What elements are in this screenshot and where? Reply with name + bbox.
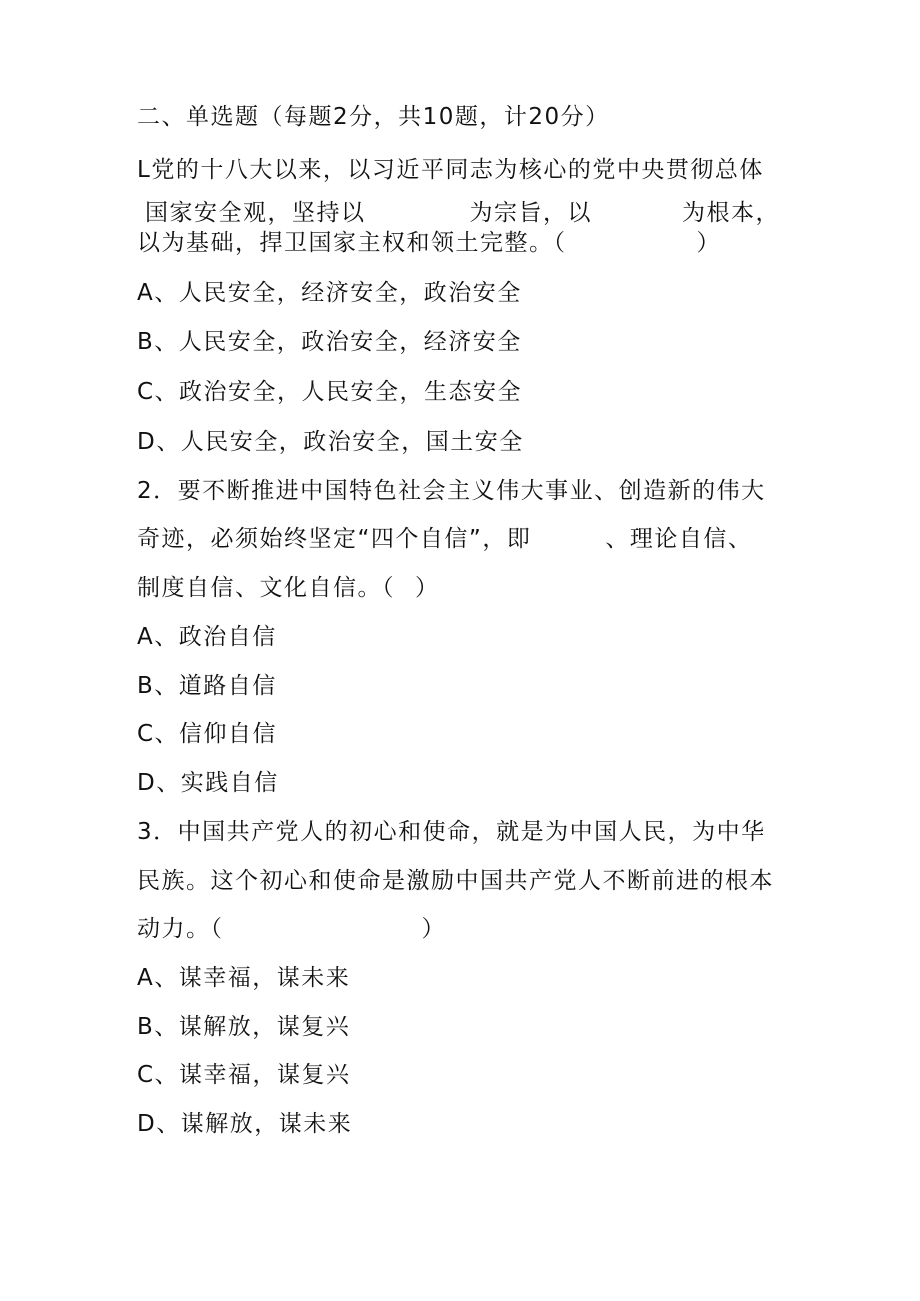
q1-option-c: C、政治安全，人民安全，生态安全 [137, 379, 523, 405]
q2-option-d: D、实践自信 [137, 770, 279, 796]
q2-option-a: A、政治自信 [137, 624, 277, 650]
question-2-text-a: 奇迹，必须始终坚定“四个自信”，即 [137, 526, 532, 552]
question-2-line-1: 2．要不断推进中国特色社会主义伟大事业、创造新的伟大 [137, 478, 766, 504]
question-1-text-a: 国家安全观，坚持以 [145, 200, 366, 226]
question-3-line-3 [137, 914, 446, 944]
question-1-text-c: 为根本， [682, 200, 780, 226]
section-title: 二、单选题（每题2分，共10题，计20分） [137, 104, 610, 130]
question-2-line-3 [137, 573, 440, 603]
question-1-text-e: ） [696, 230, 721, 256]
question-1-text-b: 为宗旨，以 [469, 200, 592, 226]
q1-option-b: B、人民安全，政治安全，经济安全 [137, 329, 522, 355]
question-1-text-d: 以为基础，捍卫国家主权和领土完整。（ [137, 230, 567, 256]
q1-option-d: D、人民安全，政治安全，国土安全 [137, 429, 524, 455]
q3-option-a: A、谋幸福，谋未来 [137, 965, 351, 991]
question-2-text-b: 、理论自信、 [605, 526, 753, 552]
question-3-text-b: ） [421, 916, 446, 942]
q1-option-a: A、人民安全，经济安全，政治安全 [137, 280, 522, 306]
question-2-line-2 [137, 524, 752, 554]
q3-option-b: B、谋解放，谋复兴 [137, 1014, 351, 1040]
question-1-line-3 [137, 228, 721, 258]
question-2-text-d: ） [415, 575, 440, 601]
question-1-line-2 [145, 198, 780, 228]
question-1-line-1: L党的十八大以来，以习近平同志为核心的党中央贯彻总体 [137, 157, 764, 183]
q2-option-b: B、道路自信 [137, 673, 277, 699]
question-3-line-2: 民族。这个初心和使命是激励中国共产党人不断前进的根本 [137, 868, 774, 894]
q2-option-c: C、信仰自信 [137, 721, 278, 747]
question-2-text-c: 制度自信、文化自信。（ [137, 575, 395, 601]
question-3-line-1: 3．中国共产党人的初心和使命，就是为中国人民，为中华 [137, 819, 766, 845]
q3-option-c: C、谋幸福，谋复兴 [137, 1062, 351, 1088]
question-3-text-a: 动力。（ [137, 916, 224, 942]
q3-option-d: D、谋解放，谋未来 [137, 1111, 353, 1137]
